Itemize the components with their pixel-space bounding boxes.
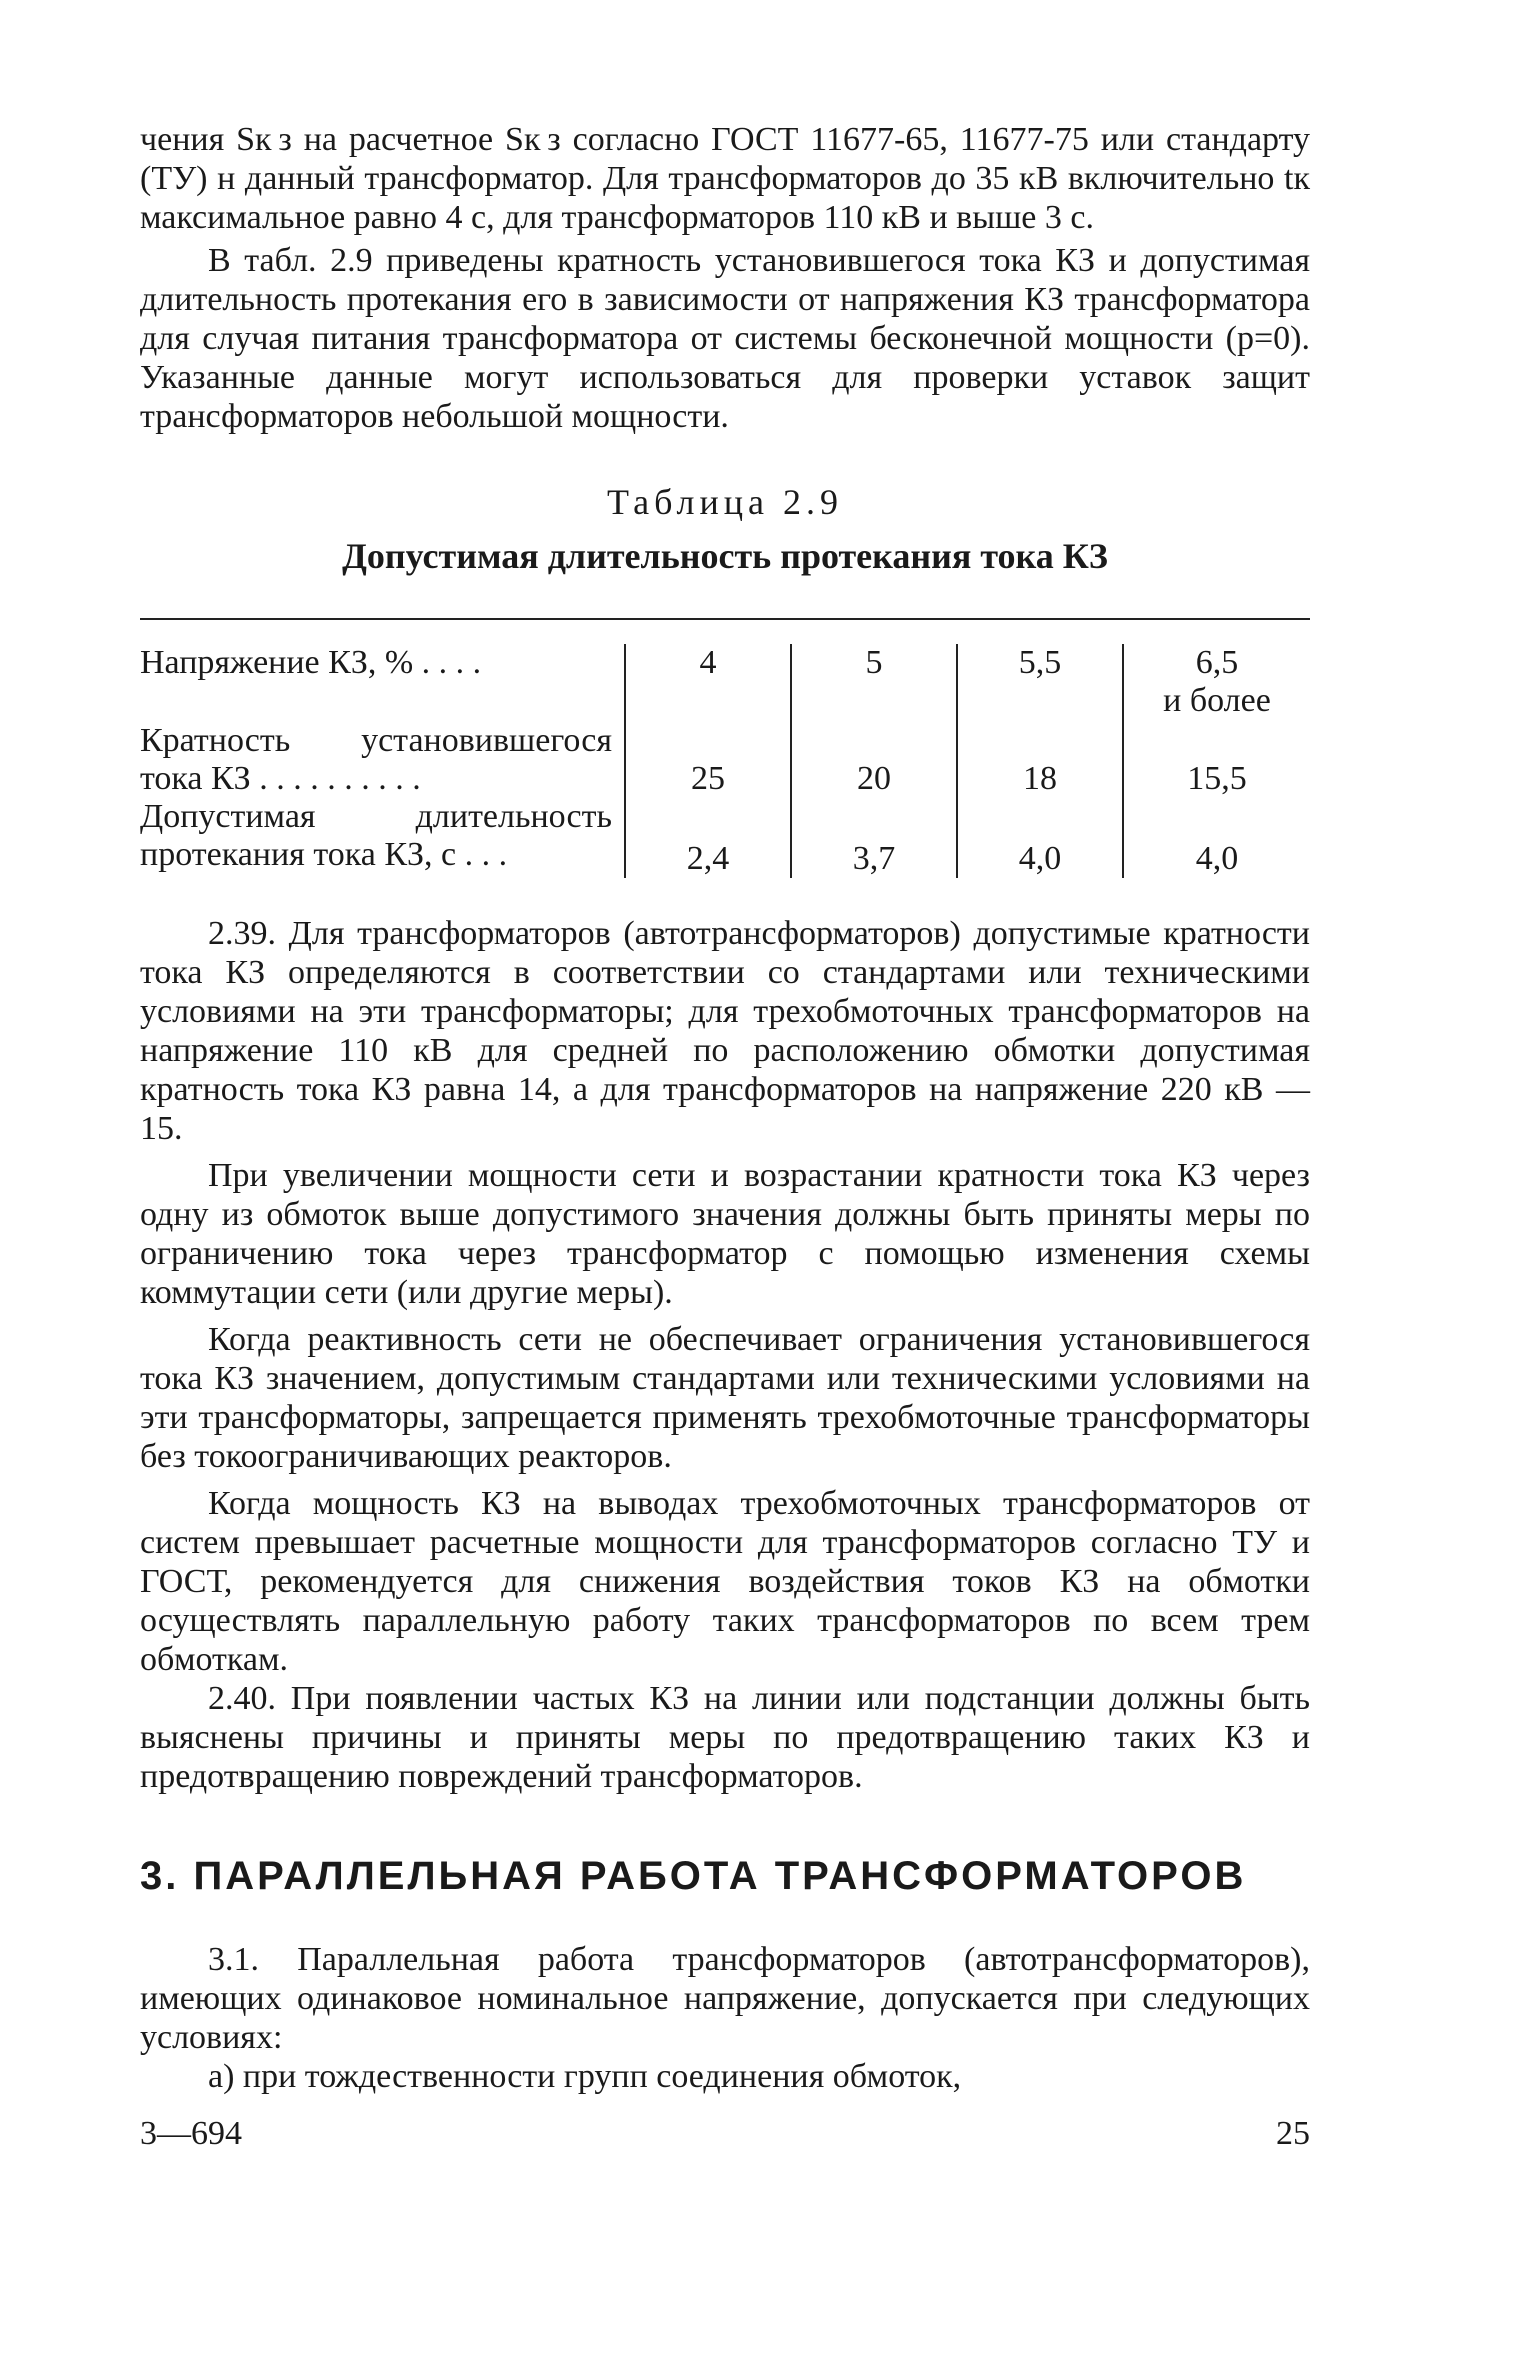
table-cell-value: 6,5	[1195, 644, 1239, 681]
table-cell-extra: и более	[1163, 682, 1271, 719]
page-body	[140, 120, 1310, 2096]
paragraph: 2.40. При появлении частых КЗ на линии или подстанции должны быть выяснены причины и приняты меры по предотвращению таких КЗ и предотвращению повреждений трансформаторов.	[140, 1680, 1310, 1795]
table-cell: 5,5	[956, 644, 1122, 722]
table-row-label-line: Кратность установившегося	[140, 722, 612, 759]
table-top-rule	[140, 618, 1310, 620]
paragraph: При увеличении мощности сети и возрастании кратности тока КЗ через одну из обмоток выше допустимого значения должны быть приняты меры по ограничению тока через трансформатор с помощью изменения схемы коммутации сети (или другие меры).	[140, 1157, 1310, 1311]
table-cell: 5	[790, 644, 956, 722]
table-row-label-line: протекания тока КЗ, с . . .	[140, 836, 508, 873]
table-row-label-line: Допустимая длительность	[140, 798, 612, 835]
paragraph: а) при тождественности групп соединения обмоток,	[208, 2058, 962, 2095]
table-cell: 20	[790, 722, 956, 798]
paragraph: чения Sк з на расчетное Sк з согласно ГОСТ 11677-65, 11677-75 или стандарту (ТУ) н данный трансформатор. Для трансформаторов до 35 кВ включительно tк максимальное равно 4 с, для трансформаторов 110 кВ и выше 3 с.	[140, 121, 1310, 236]
paragraph: Когда мощность КЗ на выводах трехобмоточных трансформаторов от систем превышает расчетные мощности для трансформаторов согласно ТУ и ГОСТ, рекомендуется для снижения воздействия токов КЗ на обмотки осуществлять параллельную работу таких трансформаторов по всем трем обмоткам.	[140, 1485, 1310, 1678]
footer-signature: 3—694	[140, 2115, 242, 2152]
table-cell: 2,4	[624, 798, 790, 878]
paragraph: Когда реактивность сети не обеспечивает ограничения установившегося тока КЗ значением, допустимым стандартами или техническими условиями на эти трансформаторы, запрещается применять трехобмоточные трансформаторы без токоограничивающих реакторов.	[140, 1321, 1310, 1475]
page-footer	[140, 2115, 1310, 2153]
page-number: 25	[1276, 2115, 1310, 2152]
table-cell: 25	[624, 722, 790, 798]
table-cell: 4	[624, 644, 790, 722]
table-title: Допустимая длительность протекания тока КЗ	[342, 536, 1108, 576]
table-cell: 15,5	[1122, 722, 1310, 798]
table-row-label: Напряжение КЗ, % . . . .	[140, 644, 482, 681]
table-row-label-line: тока КЗ . . . . . . . . . .	[140, 760, 421, 797]
table-cell: 4,0	[956, 798, 1122, 878]
paragraph: В табл. 2.9 приведены кратность установившегося тока КЗ и допустимая длительность протекания его в зависимости от напряжения КЗ трансформатора для случая питания трансформатора от системы бесконечной мощности (p=0). Указанные данные могут использоваться для проверки уставок защит трансформаторов небольшой мощности.	[140, 242, 1310, 435]
data-table	[140, 644, 1310, 878]
table-row-label	[140, 798, 624, 878]
table-row-label	[140, 722, 624, 798]
table-cell	[1122, 644, 1310, 722]
table-cell: 3,7	[790, 798, 956, 878]
paragraph: 2.39. Для трансформаторов (автотрансформаторов) допустимые кратности тока КЗ определяются в соответствии со стандартами или техническими условиями на эти трансформаторы; для трехобмоточных трансформаторов на напряжение 110 кВ для средней по расположению обмотки допустимая кратность тока КЗ равна 14, а для трансформаторов на напряжение 220 кВ — 15.	[140, 915, 1310, 1147]
table-cell: 4,0	[1122, 798, 1310, 878]
section-heading: 3. ПАРАЛЛЕЛЬНАЯ РАБОТА ТРАНСФОРМАТОРОВ	[140, 1854, 1247, 1898]
paragraph: 3.1. Параллельная работа трансформаторов (автотрансформаторов), имеющих одинаковое номинальное напряжение, допускается при следующих условиях:	[140, 1941, 1310, 2056]
table-cell: 18	[956, 722, 1122, 798]
table-caption: Таблица 2.9	[607, 482, 843, 522]
